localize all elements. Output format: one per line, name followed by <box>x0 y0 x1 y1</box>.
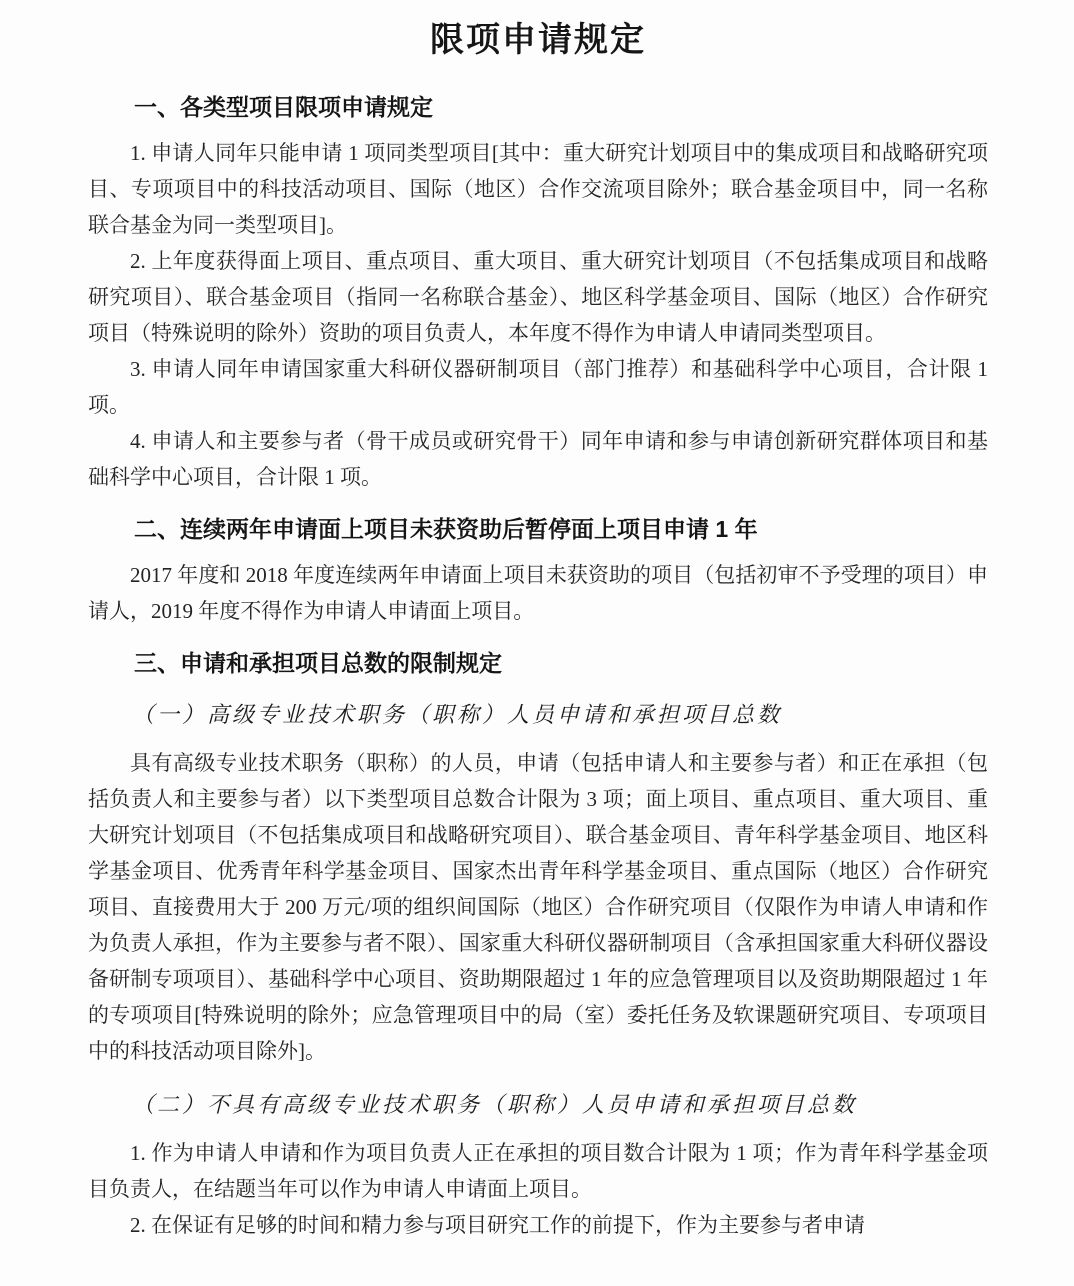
section-1-heading: 一、各类型项目限项申请规定 <box>134 94 433 120</box>
section-2-heading: 二、连续两年申请面上项目未获资助后暂停面上项目申请 1 年 <box>134 516 758 542</box>
section-3 <box>88 647 988 1243</box>
subsection-1-paragraph-1: 具有高级专业技术职务（职称）的人员，申请（包括申请人和主要参与者）和正在承担（包括负责人和主要参与者）以下类型项目总数合计限为 3 项；面上项目、重点项目、重大项目、重大研究计划项目（不包括集成项目和战略研究项目）、联合基金项目、青年科学基金项目、地区科学基金项目、优秀青年科学基金项目、国家杰出青年科学基金项目、重点国际（地区）合作研究项目、直接费用大于 200 万元/项的组织间国际（地区）合作研究项目（仅限作为申请人申请和作为负责人承担，作为主要参与者不限）、国家重大科研仪器研制项目（含承担国家重大科研仪器设备研制专项项目）、基础科学中心项目、资助期限超过 1 年的应急管理项目以及资助期限超过 1 年的专项项目[特殊说明的除外；应急管理项目中的局（室）委托任务及软课题研究项目、专项项目中的科技活动项目除外]。 <box>88 751 988 1063</box>
section-2-paragraph-1: 2017 年度和 2018 年度连续两年申请面上项目未获资助的项目（包括初审不予受理的项目）申请人，2019 年度不得作为申请人申请面上项目。 <box>88 563 988 623</box>
section-1-paragraph-3: 3. 申请人同年申请国家重大科研仪器研制项目（部门推荐）和基础科学中心项目，合计限 1 项。 <box>88 357 988 417</box>
section-3-subsection-2 <box>88 1089 988 1243</box>
subsection-2-paragraph-1: 1. 作为申请人申请和作为项目负责人正在承担的项目数合计限为 1 项；作为青年科学基金项目负责人，在结题当年可以作为申请人申请面上项目。 <box>88 1141 988 1201</box>
section-1 <box>88 91 988 495</box>
section-1-paragraph-2: 2. 上年度获得面上项目、重点项目、重大项目、重大研究计划项目（不包括集成项目和战略研究项目）、联合基金项目（指同一名称联合基金）、地区科学基金项目、国际（地区）合作研究项目（特殊说明的除外）资助的项目负责人，本年度不得作为申请人申请同类型项目。 <box>88 249 988 345</box>
section-3-heading: 三、申请和承担项目总数的限制规定 <box>134 650 502 676</box>
section-2 <box>88 513 988 629</box>
section-1-paragraph-4: 4. 申请人和主要参与者（骨干成员或研究骨干）同年申请和参与申请创新研究群体项目和基础科学中心项目，合计限 1 项。 <box>88 429 988 489</box>
section-1-paragraph-1: 1. 申请人同年只能申请 1 项同类型项目[其中：重大研究计划项目中的集成项目和战略研究项目、专项项目中的科技活动项目、国际（地区）合作交流项目除外；联合基金项目中，同一名称联合基金为同一类型项目]。 <box>88 141 988 237</box>
subsection-2-paragraph-2: 2. 在保证有足够的时间和精力参与项目研究工作的前提下，作为主要参与者申请 <box>130 1213 865 1237</box>
document-title: 限项申请规定 <box>430 21 646 59</box>
subsection-2-heading: （二）不具有高级专业技术职务（职称）人员申请和承担项目总数 <box>132 1092 858 1117</box>
subsection-1-heading: （一）高级专业技术职务（职称）人员申请和承担项目总数 <box>132 702 783 727</box>
section-3-subsection-1 <box>88 699 988 1069</box>
